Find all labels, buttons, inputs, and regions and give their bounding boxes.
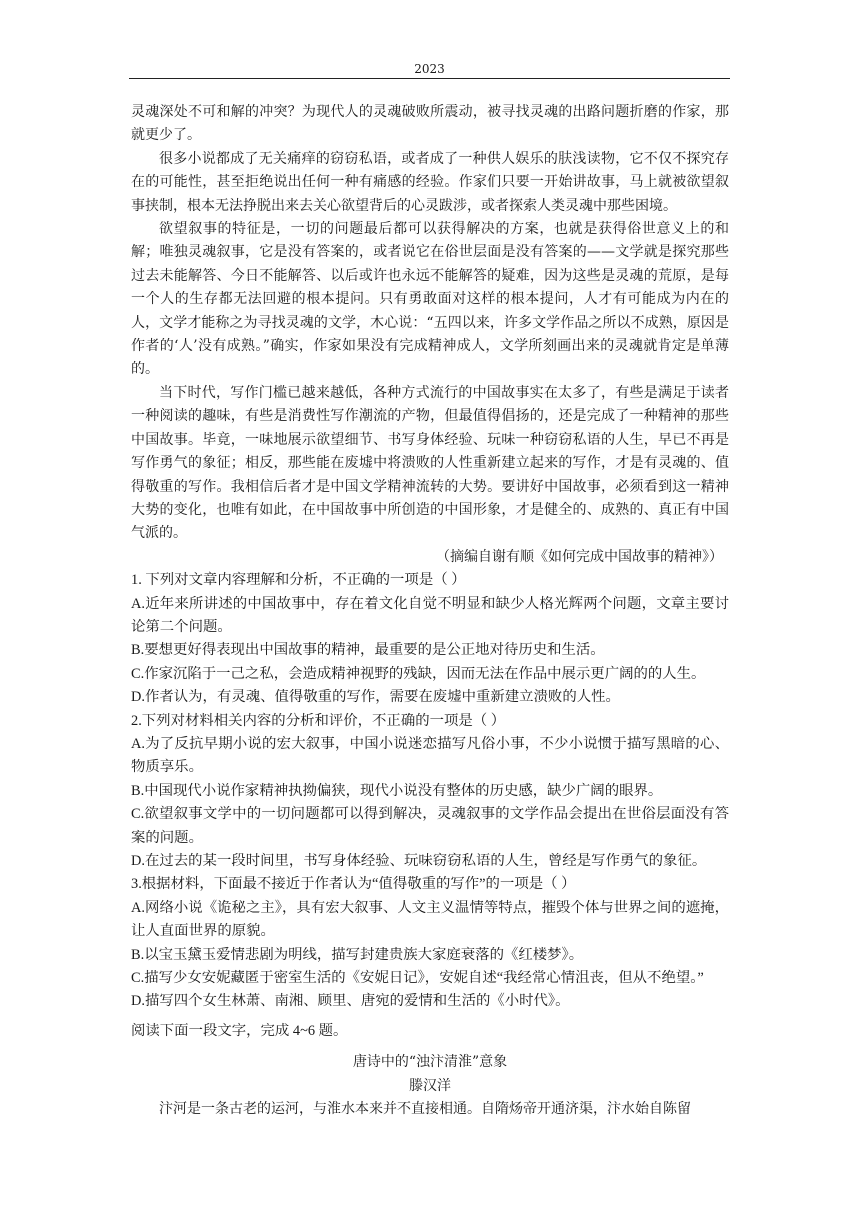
header-year: 2023 [414, 62, 445, 76]
question-option: D.作者认为，有灵魂、值得敬重的写作，需要在废墟中重新建立溃败的人性。 [131, 689, 620, 706]
question-option: B.要想更好得表现出中国故事的精神，最重要的是公正地对待历史和生活。 [131, 642, 605, 659]
question-option: D.描写四个女生林萧、南湘、顾里、唐宛的爱情和生活的《小时代》。 [131, 993, 570, 1010]
question-3 [131, 873, 729, 1013]
second-article [131, 1051, 729, 1121]
question-option: C.欲望叙事文学中的一切问题都可以得到解决，灵魂叙事的文学作品会提出在世俗层面没有答案的问题。 [131, 806, 729, 846]
question-stem: 3.根据材料，下面最不接近于作者认为“值得敬重的写作”的一项是（ ） [131, 876, 576, 893]
question-option: A.近年来所讲述的中国故事中，存在着文化自觉不明显和缺少人格光辉两个问题，文章主要讨论第二个问题。 [131, 595, 729, 635]
question-1 [131, 569, 729, 709]
article-title: 唐诗中的“浊汴清淮”意象 [352, 1054, 508, 1071]
passage-paragraph: 欲望叙事的特征是，一切的问题最后都可以获得解决的方案，也就是获得俗世意义上的和解；唯独灵魂叙事，它是没有答案的，或者说它在俗世层面是没有答案的——文学就是探究那些过去未能解答、今日不能解答、以后或许也永远不能解答的疑难，因为这些是灵魂的荒原，是每一个人的生存都无法回避的根本提问。只有勇敢面对这样的根本提问，人才有可能成为内在的人，文学才能称之为寻找灵魂的文学，木心说：“五四以来，许多文学作品之所以不成熟，原因是作者的‘人’没有成熟。”确实，作家如果没有完成精神成人，文学所刻画出来的灵魂就肯定是单薄的。 [131, 221, 729, 378]
article-author: 滕汉洋 [409, 1077, 451, 1094]
question-option: B.以宝玉黛玉爱情悲剧为明线，描写封建贵族大家庭衰落的《红楼梦》。 [131, 946, 584, 963]
question-option: A.为了反抗早期小说的宏大叙事，中国小说迷恋描写凡俗小事，不少小说惯于描写黑暗的心、物质享乐。 [131, 735, 729, 776]
question-stem: 1. 下列对文章内容理解和分析，不正确的一项是（ ） [131, 572, 466, 589]
question-option: D.在过去的某一段时间里，书写身体经验、玩味窃窃私语的人生，曾经是写作勇气的象征。 [131, 853, 707, 869]
document-body [131, 101, 729, 1121]
question-option: B.中国现代小说作家精神执拗偏狭，现代小说没有整体的历史感，缺少广阔的眼界。 [131, 782, 663, 799]
question-option: C.作家沉陷于一己之私，会造成精神视野的残缺，因而无法在作品中展示更广阔的的人生。 [131, 665, 706, 682]
passage-source: （摘编自谢有顺《如何完成中国故事的精神》） [436, 548, 723, 565]
passage-paragraph: 当下时代，写作门槛已越来越低，各种方式流行的中国故事实在太多了，有些是满足于读者一种阅读的趣味，有些是消费性写作潮流的产物，但最值得倡扬的，还是完成了一种精神的那些中国故事。毕竟，一味地展示欲望细节、书写身体经验、玩味一种窃窃私语的人生，早已不再是写作勇气的象征；相反，那些能在废墟中将溃败的人性重新建立起来的写作，才是有灵魂的、值得敬重的写作。我相信后者才是中国文学精神流转的大势。要讲好中国故事，必须看到这一精神大势的变化，也唯有如此，在中国故事中所创造的中国形象，才是健全的、成熟的、真正有中国气派的。 [131, 384, 729, 542]
header-rule [129, 78, 730, 79]
passage-paragraph: 很多小说都成了无关痛痒的窃窃私语，或者成了一种供人娱乐的肤浅读物，它不仅不探究存在的可能性，甚至拒绝说出任何一种有痛感的经验。作家们只要一开始讲故事，马上就被欲望叙事挟制，根本无法挣脱出来去关心欲望背后的心灵跋涉，或者探索人类灵魂中那些困境。 [131, 150, 729, 214]
article-paragraph: 汴河是一条古老的运河，与淮水本来并不直接相通。自隋炀帝开通济渠，汴水始自陈留 [159, 1101, 691, 1118]
question-option: A.网络小说《诡秘之主》，具有宏大叙事、人文主义温情等特点，摧毁个体与世界之间的遮掩，让人直面世界的原貌。 [131, 899, 729, 940]
question-option: C.描写少女安妮藏匿于密室生活的《安妮日记》，安妮自述“我经常心情沮丧，但从不绝望。” [131, 970, 704, 987]
question-2 [131, 710, 729, 874]
reading-passage [131, 101, 729, 569]
question-stem: 2.下列对材料相关内容的分析和评价，不正确的一项是（ ） [131, 712, 506, 729]
reading-instruction: 阅读下面一段文字，完成 4~6 题。 [131, 1022, 348, 1039]
passage-paragraph: 灵魂深处不可和解的冲突？为现代人的灵魂破败所震动，被寻找灵魂的出路问题折磨的作家，那就更少了。 [131, 104, 729, 144]
